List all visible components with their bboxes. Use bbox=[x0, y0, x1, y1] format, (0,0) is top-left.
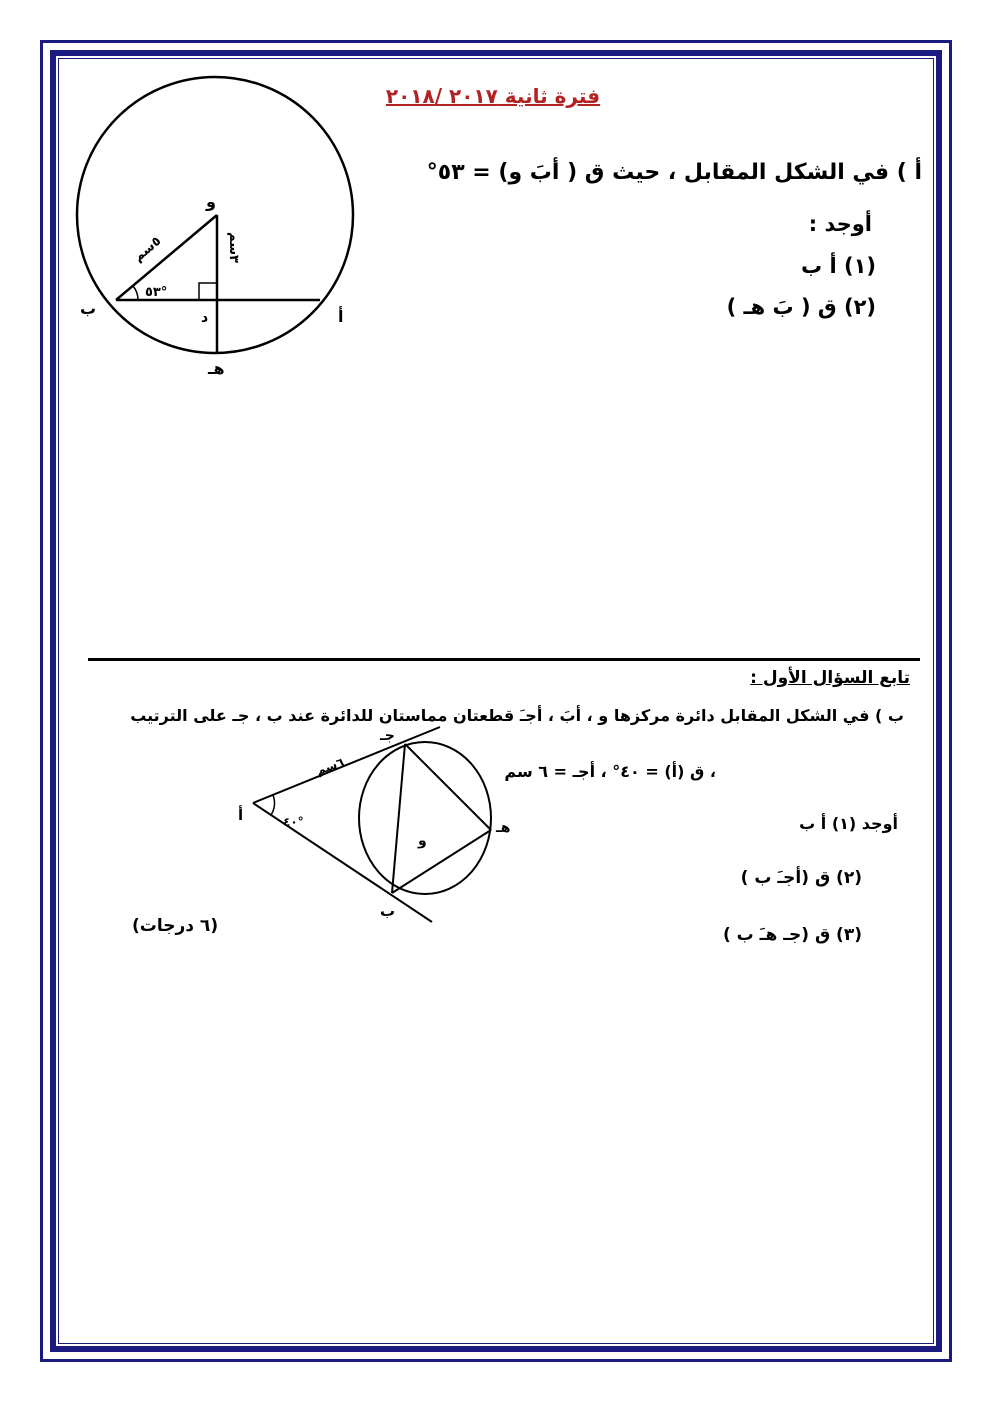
figure2-angle-arc bbox=[271, 795, 275, 815]
figure2-chord-cb bbox=[392, 744, 405, 893]
figure2-label-length: ٦سم bbox=[314, 754, 346, 778]
question-a-item-2: (٢) ق ( بَ هـ ) bbox=[726, 295, 876, 319]
question-a-find-label: أوجد : bbox=[808, 212, 872, 236]
grade-note: (٦ درجات) bbox=[132, 916, 219, 936]
figure2-chord-bh bbox=[392, 830, 491, 893]
question-b-item-2: (٢) ق (أجـَ ب ) bbox=[740, 868, 862, 888]
question-a-item-1: (١) أ ب bbox=[801, 254, 876, 278]
figure2-tangent-upper bbox=[253, 727, 440, 803]
figure1-label-d: د bbox=[201, 310, 209, 326]
question-b-find: أوجد (١) أ ب bbox=[799, 814, 898, 833]
figure1-label-slant: ٥سم bbox=[130, 233, 165, 266]
figure1-label-center: و bbox=[206, 192, 216, 211]
question-b-given: ، ق (أ) = ٤٠° ، أجـ = ٦ سم bbox=[504, 762, 716, 781]
question-a-statement: أ ) في الشكل المقابل ، حيث ق ( أبَ و) = ٥٣° bbox=[426, 160, 922, 185]
figure2-chord-ch bbox=[405, 744, 491, 830]
figure1-label-a: أ bbox=[338, 307, 344, 326]
figure1-label-h: هـ bbox=[208, 359, 225, 378]
figure2-label-center: و bbox=[418, 833, 427, 849]
figure2-tangent-lower bbox=[253, 803, 432, 922]
figure1-label-angle: ٥٣° bbox=[145, 285, 168, 300]
figure2-label-h: هـ bbox=[496, 820, 511, 836]
figure2-label-c: جـ bbox=[380, 728, 395, 744]
question-b-item-3: (٣) ق (جـ هـَ ب ) bbox=[722, 925, 862, 945]
figure2-label-angle: ٤٠° bbox=[283, 815, 304, 829]
figure2-label-b: ب bbox=[380, 902, 396, 920]
question-b-statement: ب ) في الشكل المقابل دائرة مركزها و ، أبَ ، أجـَ قطعتان مماستان للدائرة عند ب ، جـ على الترتيب bbox=[130, 706, 904, 725]
figure1-label-b: ب bbox=[80, 299, 97, 318]
figure1-label-vertical: ٣سم bbox=[226, 232, 241, 263]
figure2-label-a: أ bbox=[238, 806, 244, 824]
page-title: فترة ثانية ٢٠١٧ /٢٠١٨ bbox=[385, 84, 601, 108]
continued-question-header: تابع السؤال الأول : bbox=[750, 668, 910, 688]
